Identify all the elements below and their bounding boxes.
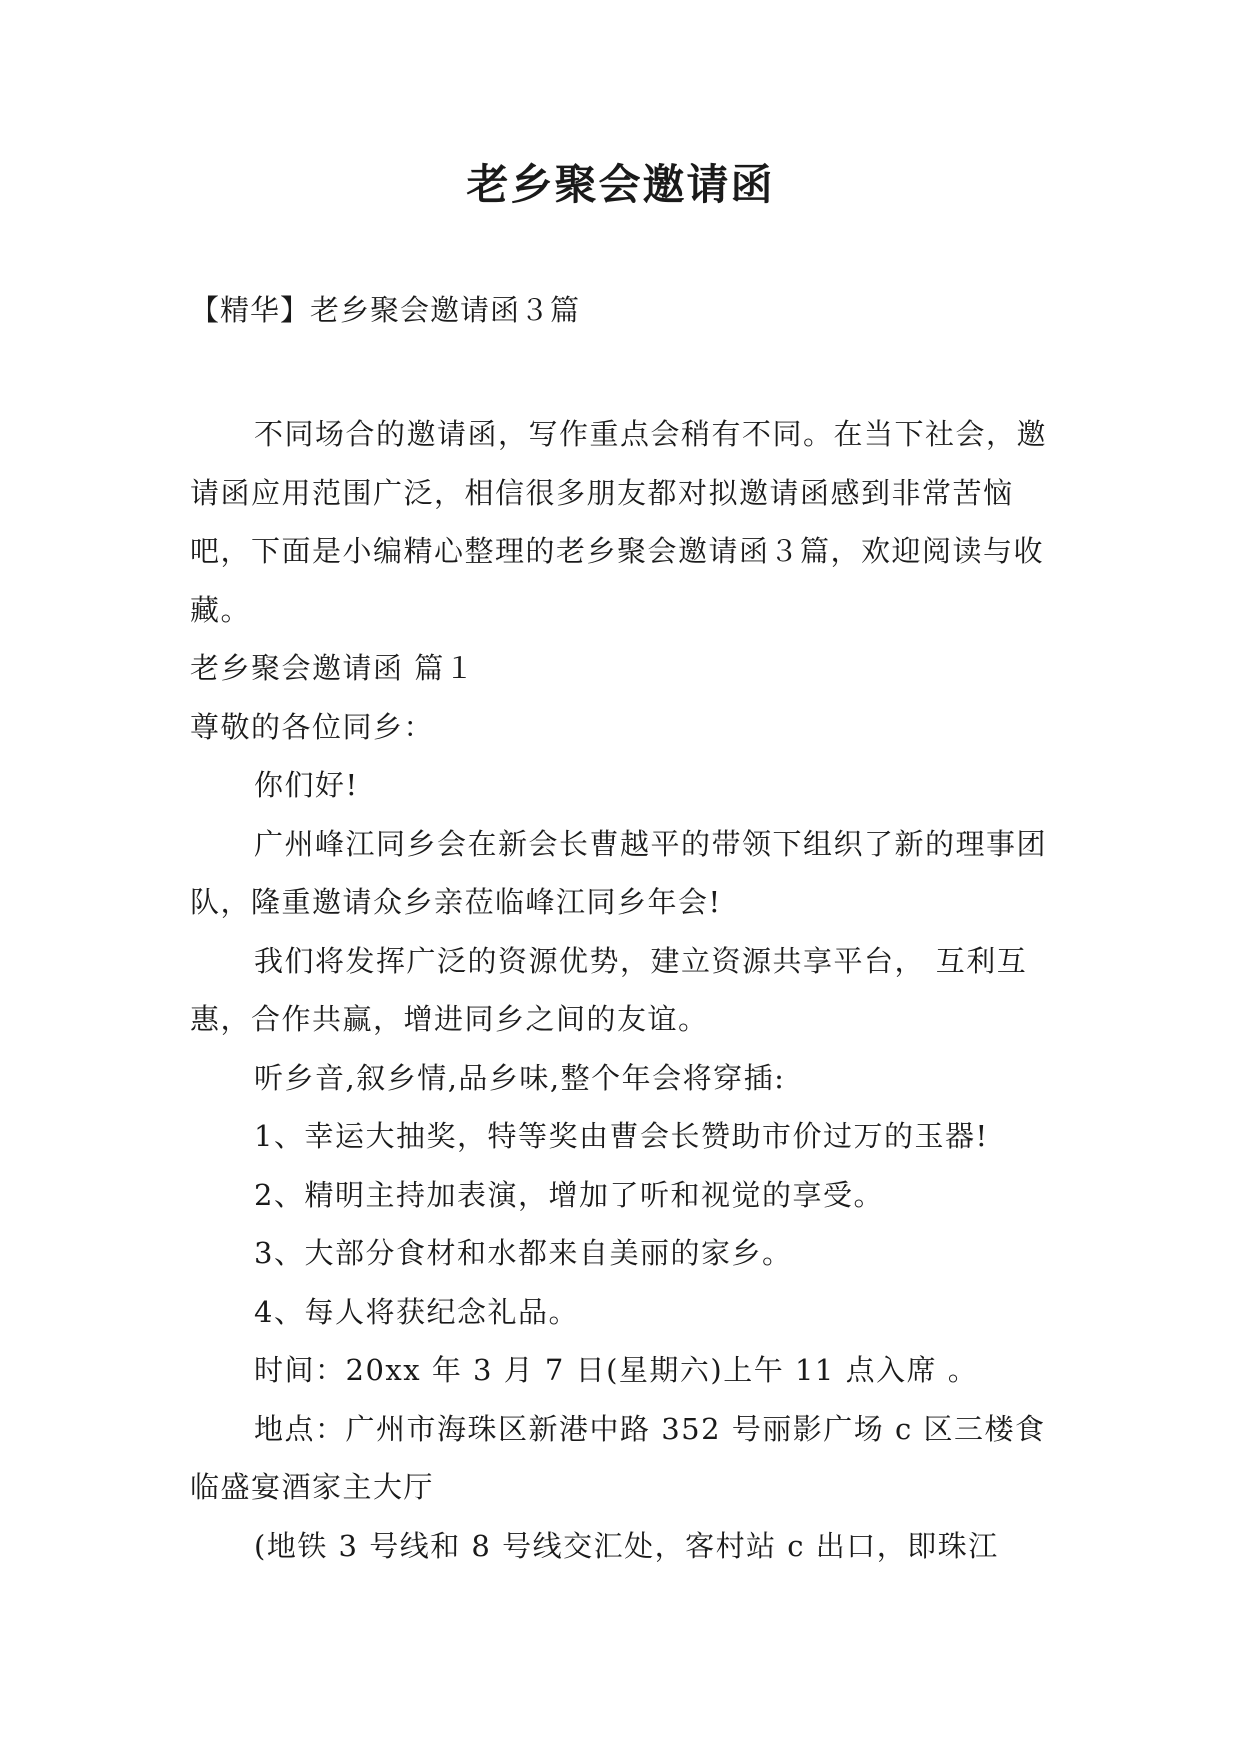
event-location: 地点：广州市海珠区新港中路 352 号丽影广场 c 区三楼食临盛宴酒家主大厅: [190, 1411, 1046, 1504]
list-item: 4、每人将获纪念礼品。: [254, 1294, 579, 1329]
body-paragraph: 听乡音,叙乡情,品乡味,整个年会将穿插:: [254, 1060, 786, 1095]
transport-note: (地铁 3 号线和 8 号线交汇处，客村站 c 出口，即珠江: [254, 1528, 999, 1563]
list-item: 2、精明主持加表演，增加了听和视觉的享受。: [254, 1177, 884, 1212]
greeting: 你们好!: [254, 768, 359, 802]
event-time: 时间：20xx 年 3 月 7 日(星期六)上午 11 点入席 。: [254, 1353, 979, 1387]
body-paragraph: 我们将发挥广泛的资源优势，建立资源共享平台， 互利互惠，合作共赢，增进同乡之间的友谊。: [190, 943, 1028, 1036]
document-body: [190, 405, 1050, 1575]
document-title: 老乡聚会邀请函: [466, 160, 775, 209]
intro-paragraph: 不同场合的邀请函，写作重点会稍有不同。在当下社会，邀请函应用范围广泛，相信很多朋友都对拟邀请函感到非常苦恼吧，下面是小编精心整理的老乡聚会邀请函３篇，欢迎阅读与收藏。: [190, 417, 1048, 627]
salutation: 尊敬的各位同乡：: [190, 709, 435, 744]
body-paragraph: 广州峰江同乡会在新会长曹越平的带领下组织了新的理事团队，隆重邀请众乡亲莅临峰江同乡年会!: [190, 826, 1048, 919]
list-item: 1、幸运大抽奖，特等奖由曹会长赞助市价过万的玉器!: [254, 1119, 989, 1153]
document-subtitle: 【精华】老乡聚会邀请函３篇: [190, 293, 581, 327]
list-item: 3、大部分食材和水都来自美丽的家乡。: [254, 1236, 793, 1270]
section-heading: 老乡聚会邀请函 篇１: [190, 651, 476, 685]
